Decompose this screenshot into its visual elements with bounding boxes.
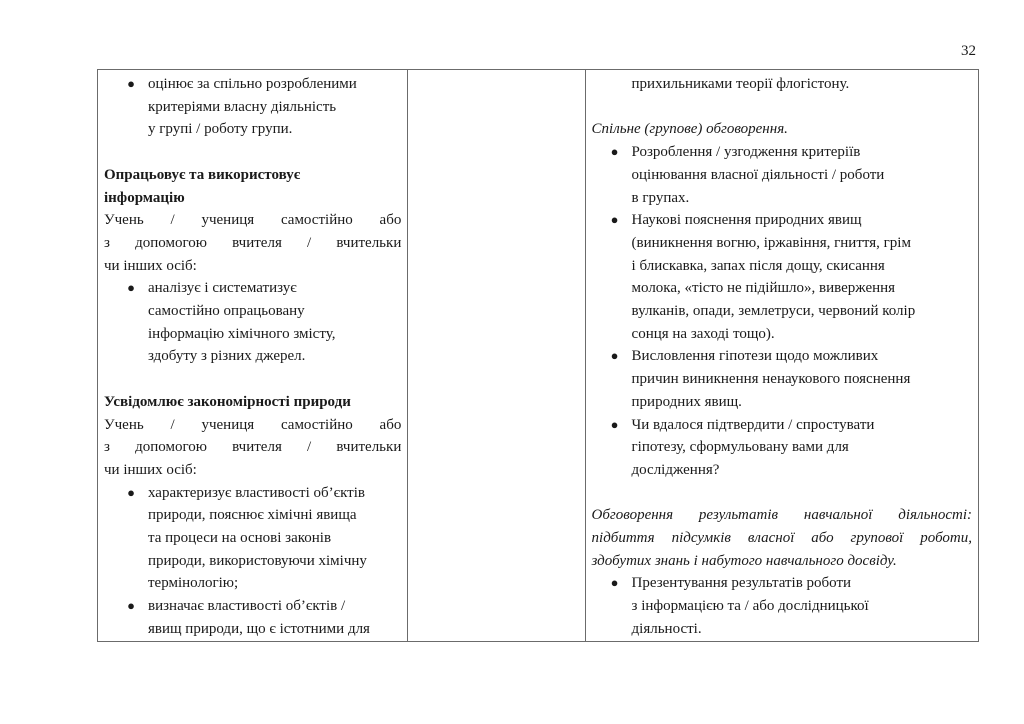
bullet-icon: ● (610, 575, 619, 591)
list-item: ● Розроблення / узгодження критеріїв оцінювання власної діяльності / роботи в групах. (592, 141, 972, 209)
list-item: ● Презентування результатів роботи з інформацією та / або дослідницької діяльності. (592, 572, 972, 640)
bullet-icon: ● (610, 212, 619, 228)
bullet-icon: ● (127, 280, 135, 296)
section-heading-information: Опрацьовує та використовує інформацію (104, 166, 301, 206)
bullet-icon: ● (127, 76, 135, 91)
curriculum-table (97, 69, 979, 642)
table-cell-outcomes (98, 70, 408, 642)
list-item: ● аналізує і систематизує самостійно опрацьовану інформацію хімічного змісту, здобуту з різних джерел. (104, 277, 401, 368)
bullet-icon: ● (127, 598, 135, 614)
bullet-icon: ● (610, 348, 619, 364)
section-heading-nature: Усвідомлює закономірності природи (104, 393, 351, 410)
intro-text-1: Учень / учениця самостійно або з допомогою вчителя / вчительки чи інших осіб: (104, 212, 402, 274)
page-number: 32 (961, 43, 976, 59)
list-item: ● оцінює за спільно розробленими критеріями власну діяльність у групі / роботу групи. (104, 73, 401, 141)
outcomes-list-2 (104, 277, 401, 368)
continued-line: прихильниками теорії флогістону. (631, 76, 850, 92)
list-item: ● визначає властивості об’єктів / явищ природи, що є істотними для (104, 595, 401, 640)
results-discussion-heading: Обговорення результатів навчальної діяльності: підбиття підсумків власної або групової роботи, здобутих знань і набутого навчального досвіду. (591, 507, 972, 569)
activities-list-2 (592, 572, 972, 640)
table-cell-activities (585, 70, 978, 642)
bullet-icon: ● (127, 484, 135, 500)
list-item: ● Висловлення гіпотези щодо можливих причин виникнення ненаукового пояснення природних явищ. (592, 345, 972, 413)
bullet-icon: ● (610, 416, 619, 432)
list-item: ● Чи вдалося підтвердити / спростувати гіпотезу, сформульовану вами для дослідження? (592, 414, 972, 482)
outcomes-list-3 (104, 482, 401, 641)
table-cell-empty (408, 70, 585, 642)
intro-text-2: Учень / учениця самостійно або з допомогою вчителя / вчительки чи інших осіб: (104, 416, 402, 478)
activities-list-1 (592, 141, 972, 482)
group-discussion-heading: Спільне (групове) обговорення. (591, 121, 788, 138)
bullet-icon: ● (610, 144, 619, 160)
list-item: ● Наукові пояснення природних явищ (виникнення вогню, іржавіння, гниття, грім і блискавка, запах після дощу, скисання молока, «тісто не підійшло», виверження вулканів, опади, землетруси, червоний колір сонця на заході тощо). (592, 209, 972, 345)
list-item: ● характеризує властивості об’єктів природи, пояснює хімічні явища та процеси на основі законів природи, використовуючи хімічну термінологію; (104, 482, 401, 596)
outcomes-list-1 (104, 73, 401, 141)
